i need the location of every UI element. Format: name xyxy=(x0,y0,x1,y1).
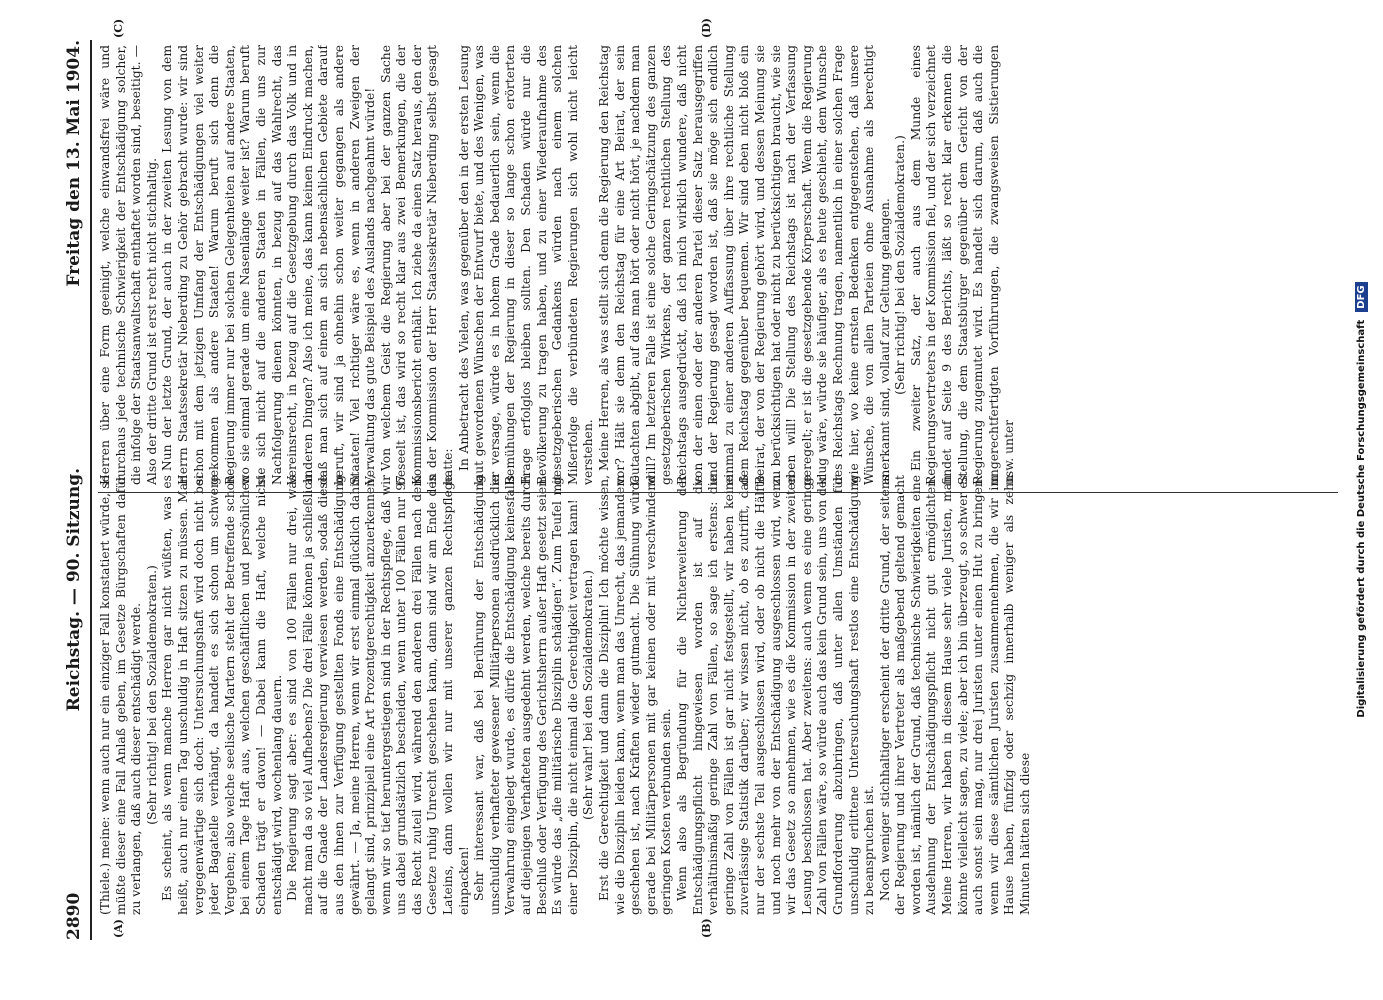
margin-marker-c: (C) xyxy=(112,18,125,38)
dfg-logo: DFG xyxy=(1355,282,1368,311)
right-text-column xyxy=(98,45,1338,485)
speech-paragraph: Wenn also als Begründung für die Nichterweiterung der Entschädigungspflicht hingewiesen worden ist auf die verhältnismäßig geringe Zahl von Fällen, so sage ich erstens: die geringe Zahl von Fällen ist gar nicht festgestellt, wir haben keine zuverlässige Statistik darüber; wir wissen nicht, ob es zutrifft, daß nur der sechste Teil ausgeschlossen wird, oder ob nicht die Hälfte und noch mehr von der Entschädigung ausgeschlossen wird, wenn wir das Gesetz so annehmen, wie es die Kommission in der zweiten Lesung beschlossen hat. Aber zweitens: auch wenn es eine geringe Zahl von Fällen wäre, so würde auch das kein Grund sein, uns von der Grundforderung abzubringen, daß unter allen Umständen für unschuldig erlittene Untersuchungshaft restlos eine Entschädigung zu beanspruchen ist. xyxy=(674,475,877,915)
left-text-column xyxy=(98,475,1338,915)
page-number: 2890 xyxy=(64,892,84,940)
speech-paragraph: Noch weniger stichhaltiger erscheint der dritte Grund, der seitens der Regierung und ihrer Vertreter als maßgebend geltend gemacht worden ist, nämlich der Grund, daß technische Schwierigkeiten eine Ausdehnung der Entschädigungspflicht nicht gut ermöglichten. Meine Herren, wir haben in diesem Hause sehr viele Juristen, man könnte vielleicht sagen, zu viele; aber ich bin überzeugt, so schwer es auch sonst sein mag, nur drei Juristen unter einen Hut zu bringen: wenn wir diese sämtlichen Juristen zusammennehmen, die wir im Hause haben, fünfzig oder sechzig innerhalb weniger als zehn Minuten hätten sich diese xyxy=(877,475,1033,915)
interjection-paragraph: (Sehr richtig! bei den Sozialdemokraten.) xyxy=(144,565,159,825)
interjection-paragraph: (Sehr richtig! bei den Sozialdemokraten.) xyxy=(893,135,908,395)
margin-marker-d: (D) xyxy=(700,18,713,38)
margin-marker-b: (B) xyxy=(700,918,713,938)
header-right-title: Freitag den 13. Mai 1904. xyxy=(64,40,84,287)
speech-paragraph: Erst die Gerechtigkeit und dann die Disziplin! Ich möchte wissen, wie die Disziplin leiden kann, wenn man das Unrecht, das jemandem geschehen ist, nach Kräften wieder gutmacht. Die Sühnung würde gerade bei Militärpersonen mit gar keinen oder mit verschwindend geringen Kosten verbunden sein. xyxy=(597,475,674,915)
footer-credit: Digitalisierung gefördert durch die Deutsche Forschungsgemeinschaft xyxy=(1355,319,1367,718)
speech-paragraph: Die Regierung sagt aber: es sind von 100 Fällen nur drei, was macht man da so viel Aufhebens? Die drei Fälle können ja schließlich auf die Gnade der Landesregierung verwiesen werden, sodaß diese aus den ihnen zur Verfügung gestellten Fonds eine Entschädigung gewährt. — Ja, meine Herren, wenn wir erst einmal glücklich dahin gelangt sind, prinzipiell eine Art Prozentgerechtigkeit anzuerkennen, wenn wir so tief heruntergestiegen sind in der Rechtspflege, daß wir uns dabei grundsätzlich bescheiden, wenn unter 100 Fällen nur 97 das Recht zuteil wird, während den anderen drei Fällen nach dem Gesetze ruhig Unrecht geschehen kann, dann sind wir am Ende des Lateins, dann wollen wir nur mit unserer ganzen Rechtspflege einpacken! xyxy=(285,475,471,915)
header-rule xyxy=(90,40,92,940)
digitization-footer xyxy=(1352,10,1370,990)
column-divider xyxy=(98,492,1338,493)
speech-paragraph: Es scheint, als wenn manche Herren gar nicht wüßten, was es heißt, auch nur einen Tag unschuldig in Haft sitzen zu müssen. Man vergegenwärtige sich doch: Untersuchungshaft wird doch nicht bei jeder Bagatelle verhängt, da handelt es sich schon um schwere Vergehen; also welche seelische Martern steht der Betreffende schon bei einem Tage Haft aus, welchen geschäftlichen und persönlichen Schaden trägt er davon! — Dabei kann die Haft, welche nicht entschädigt wird, wochenlang dauern. xyxy=(160,475,284,915)
page-header xyxy=(58,40,84,940)
speech-paragraph: In Anbetracht des Vielen, was gegenüber den in der ersten Lesung laut gewordenen Wünschen der Entwurf biete, und des Wenigen, was er versage, würde es in hohem Grade bedauerlich sein, wenn die Bemühungen der Regierung in dieser so lange schon erörterten Frage erfolglos bleiben sollten. Den Schaden würde nur die Bevölkerung zu tragen haben, und zu einer Wiederaufnahme des gesetzgeberischen Gedankens würden nach einem solchen Mißerfolge die verbündeten Regierungen sich wohl nicht leicht verstehen. xyxy=(456,45,596,485)
header-left-title: Reichstag. — 90. Sitzung. xyxy=(64,467,84,712)
speech-paragraph: (Thiele.) meine: wenn auch nur ein einziger Fall konstatiert würde, so müßte dieser eine Fall Anlaß geben, im Gesetze Bürgschaften dafür zu verlangen, daß auch dieser entschädigt werde. xyxy=(98,475,144,915)
speech-paragraph: Von welchem Geist die Regierung aber bei der ganzen Sache beseelt ist, das wird so recht klar aus zwei Bemerkungen, die der Kommissionsbericht enthält. Ich ziehe da einen Satz heraus, den der in der Kommission der Herr Staatssekretär Nieberding selbst gesagt hatte: xyxy=(378,45,456,485)
speech-paragraph: Sehr interessant war, daß bei Berührung der Entschädigung unschuldig verhafteter gewesener Militärpersonen ausdrücklich die Verwahrung eingelegt wurde, es dürfe die Entschädigung keinesfalls auf diejenigen Verhafteten ausgedehnt werden, welche bereits durch Beschluß oder Verfügung des Gerichtsherrn außer Haft gesetzt seien. Es würde das „die militärische Disziplin schädigen“. Zum Teufel mit einer Disziplin, die nicht einmal die Gerechtigkeit vertragen kann! xyxy=(472,475,580,915)
speech-paragraph: Herren über eine Form geeinigt, welche einwandsfrei wäre und durchaus jede technische Schwierigkeit der Entschädigung solcher, die infolge der Staatsanwaltschaft enthaftet worden sind, beseitigt. — Also der dritte Grund ist erst recht nicht stichhaltig. xyxy=(98,45,159,485)
speech-paragraph: Ein zweiter Satz, der auch aus dem Munde eines Regierungsvertreters in der Kommission fiel, und der sich verzeichnet findet auf Seite 9 des Berichts, läßt so recht klar erkennen die Stellung, die dem Staatsbürger gegenüber dem Gericht von der Regierung zugemutet wird. Es handelt sich darum, daß auch die ungerechtfertigten Vorführungen, die zwangsweisen Sistierungen usw. unter xyxy=(908,45,1017,485)
interjection-paragraph: (Sehr wahr! bei den Sozialdemokraten.) xyxy=(581,570,596,820)
speech-paragraph: Meine Herren, als was stellt sich denn die Regierung den Reichstag vor? Hält sie denn den Reichstag für eine Art Beirat, der sein Gutachten abgibt, auf das man hört oder nicht hört, je nachdem man will? Im letzteren Falle ist eine solche Geringschätzung des ganzen gesetzgeberischen Wirkens, der ganzen rechtlichen Stellung des Reichstags ausgedrückt, daß ich mich wirklich wundere, daß nicht von der einen oder der anderen Partei dieser Satz herausgegriffen und der Regierung gesagt worden ist, daß sie möge sich endlich einmal zu einer anderen Auffassung über ihre rechtliche Stellung dem Reichstag gegenüber bequemen. Wir sind eben nicht bloß ein Beirat, der von der Regierung gehört wird, und dessen Meinung sie zu berücksichtigen hat oder nicht zu berücksichtigen braucht, wie sie eben will! Die Stellung des Reichstags ist nach der Verfassung geregelt; er ist die gesetzgebende Körperschaft. Wenn die Regierung klug wäre, würde sie häufiger, als es heute geschieht, dem Wunsche des Reichstags Rechnung tragen, namentlich in einer solchen Frage wie hier, wo keine ernsten Bedenken entgegenstehen, daß unsere Wünsche, die von allen Parteien ohne Ausnahme als berechtigt anerkannt sind, vollauf zur Geltung gelangen. xyxy=(597,45,892,485)
speech-paragraph: Nun der letzte Grund, der auch in der zweiten Lesung von dem Herrn Staatssekretär Nieberding zu Gehör gebracht wurde: wir sind schon mit dem jetzigen Umfang der Entschädigungen viel weiter gekommen als andere Staaten! Warum beruft sich denn die Regierung immer nur bei solchen Gelegenheiten auf andere Staaten, wo sie einmal gerade um eine Nasenlänge weiter ist? Warum beruft sie sich nicht auf die anderen Staaten in Fällen, die uns zur Nachfolgerung dienen könnten, in bezug auf das Wahlrecht, das Vereinsrecht, in bezug auf die Gesetzgebung durch das Volk und in anderen Dingen? Also ich meine, das kann keinen Eindruck machen, daß man sich auf einem an sich nebensächlichen Gebiete darauf beruft, wir sind ja ohnehin schon weiter gegangen als andere Staaten! Viel richtiger wäre es, wenn in anderen Zweigen der Verwaltung das gute Beispiel des Auslands nachgeahmt würde! xyxy=(160,45,378,485)
margin-marker-a: (A) xyxy=(112,919,125,938)
